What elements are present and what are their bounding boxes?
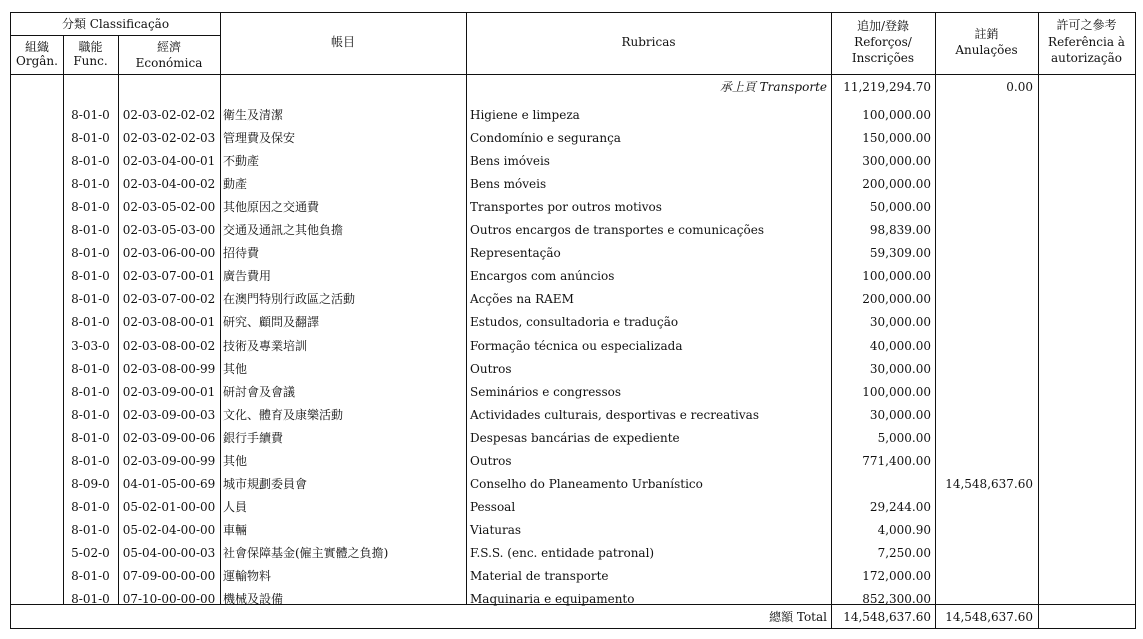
cell-rubrica-zh: 運輸物料 xyxy=(223,569,272,583)
table-row xyxy=(11,288,1135,311)
cell-func: 8-01-0 xyxy=(71,131,110,146)
cell-func: 8-01-0 xyxy=(71,430,110,445)
cell-econ: 02-03-07-00-01 xyxy=(122,269,216,284)
header-anulacoes-zh: 註銷 xyxy=(974,27,999,41)
table-row xyxy=(11,335,1135,358)
budget-table xyxy=(10,12,1136,629)
cell-func: 8-01-0 xyxy=(71,177,110,192)
cell-econ: 05-04-00-00-03 xyxy=(122,545,216,560)
cell-func: 8-01-0 xyxy=(71,499,110,514)
transport-anulacoes: 0.00 xyxy=(1006,80,1033,94)
header-func-zh: 職能 xyxy=(78,40,103,54)
header-econ-zh: 經濟 xyxy=(156,40,181,54)
cell-econ: 05-02-04-00-00 xyxy=(122,522,216,537)
header-bottom-rule xyxy=(11,74,1135,75)
cell-reforcos: 5,000.00 xyxy=(877,430,931,445)
table-row xyxy=(11,496,1135,519)
cell-rubrica-pt: Transportes por outros motivos xyxy=(470,200,662,215)
header-ref-pt2: autorização xyxy=(1050,51,1123,65)
table-row xyxy=(11,150,1135,173)
header-ref-pt1: Referência à xyxy=(1048,35,1125,49)
cell-rubrica-pt: Estudos, consultadoria e tradução xyxy=(470,315,679,330)
cell-reforcos: 7,250.00 xyxy=(877,545,931,560)
cell-func: 8-01-0 xyxy=(71,154,110,169)
cell-func: 8-01-0 xyxy=(71,592,110,607)
cell-rubrica-zh: 城市規劃委員會 xyxy=(223,476,308,491)
cell-func: 8-01-0 xyxy=(71,292,110,307)
cell-econ: 02-03-08-00-99 xyxy=(122,361,216,376)
header-rubrica-zh: 帳目 xyxy=(330,35,355,49)
table-row xyxy=(11,450,1135,473)
cell-econ: 02-03-09-00-03 xyxy=(122,407,216,422)
cell-func: 8-01-0 xyxy=(71,453,110,468)
table-row xyxy=(11,381,1135,404)
table-row xyxy=(11,519,1135,542)
cell-reforcos: 4,000.90 xyxy=(877,522,931,537)
cell-func: 3-03-0 xyxy=(71,338,110,353)
cell-rubrica-zh: 其他 xyxy=(223,361,248,376)
cell-reforcos: 100,000.00 xyxy=(862,384,931,399)
table-row xyxy=(11,127,1135,150)
cell-func: 8-01-0 xyxy=(71,223,110,238)
cell-rubrica-zh: 研討會及會議 xyxy=(223,384,296,399)
cell-rubrica-pt: Despesas bancárias de expediente xyxy=(470,430,680,445)
header-econ-pt: Económica xyxy=(135,56,203,70)
cell-rubrica-pt: Material de transporte xyxy=(470,569,609,583)
table-row xyxy=(11,104,1135,127)
cell-rubrica-pt: Seminários e congressos xyxy=(470,384,622,399)
cell-func: 8-01-0 xyxy=(71,269,110,284)
cell-rubrica-pt: Bens móveis xyxy=(470,177,547,192)
cell-rubrica-pt: Bens imóveis xyxy=(470,154,550,169)
cell-func: 8-01-0 xyxy=(71,522,110,537)
cell-rubrica-zh: 車輛 xyxy=(223,522,248,537)
table-row xyxy=(11,173,1135,196)
header-reforcos-zh: 追加/登錄 xyxy=(856,19,910,33)
cell-econ: 04-01-05-00-69 xyxy=(122,476,216,491)
cell-reforcos: 40,000.00 xyxy=(869,338,931,353)
cell-reforcos: 100,000.00 xyxy=(862,108,931,122)
table-row xyxy=(11,542,1135,565)
cell-econ: 07-09-00-00-00 xyxy=(122,569,216,583)
cell-reforcos: 30,000.00 xyxy=(869,361,931,376)
total-anulacoes: 14,548,637.60 xyxy=(945,610,1033,624)
cell-rubrica-zh: 管理費及保安 xyxy=(223,131,296,146)
cell-rubrica-pt: F.S.S. (enc. entidade patronal) xyxy=(470,545,655,560)
cell-reforcos: 200,000.00 xyxy=(862,292,931,307)
cell-func: 8-01-0 xyxy=(71,407,110,422)
cell-func: 8-01-0 xyxy=(71,361,110,376)
header-anulacoes-pt: Anulações xyxy=(955,43,1018,57)
header-rubrica-pt: Rubricas xyxy=(621,35,676,49)
cell-func: 8-01-0 xyxy=(71,246,110,261)
cell-rubrica-pt: Acções na RAEM xyxy=(470,292,574,307)
cell-econ: 02-03-02-02-03 xyxy=(122,131,216,146)
cell-econ: 02-03-09-00-01 xyxy=(122,384,216,399)
cell-rubrica-zh: 衛生及清潔 xyxy=(223,108,284,122)
table-row xyxy=(11,265,1135,288)
cell-rubrica-zh: 技術及專業培訓 xyxy=(223,338,308,353)
cell-econ: 02-03-08-00-02 xyxy=(122,338,216,353)
cell-reforcos: 30,000.00 xyxy=(869,407,931,422)
cell-rubrica-pt: Condomínio e segurança xyxy=(470,131,621,146)
cell-rubrica-pt: Viaturas xyxy=(470,522,522,537)
cell-rubrica-zh: 廣告費用 xyxy=(223,269,272,284)
cell-econ: 02-03-05-02-00 xyxy=(122,200,216,215)
total-label: 總額 Total xyxy=(769,610,827,624)
cell-rubrica-pt: Encargos com anúncios xyxy=(470,269,615,284)
cell-econ: 02-03-04-00-02 xyxy=(122,177,216,192)
transport-label: 承上頁 Transporte xyxy=(719,80,827,94)
cell-reforcos: 200,000.00 xyxy=(862,177,931,192)
cell-rubrica-zh: 銀行手續費 xyxy=(223,430,284,445)
cell-func: 8-01-0 xyxy=(71,315,110,330)
cell-reforcos: 852,300.00 xyxy=(862,592,931,607)
cell-rubrica-zh: 在澳門特別行政區之活動 xyxy=(223,292,356,307)
cell-econ: 02-03-04-00-01 xyxy=(122,154,216,169)
cell-func: 8-01-0 xyxy=(71,569,110,583)
cell-rubrica-zh: 交通及通訊之其他負擔 xyxy=(223,223,344,238)
cell-rubrica-zh: 研究、顧問及翻譯 xyxy=(223,315,320,330)
cell-rubrica-pt: Outros xyxy=(470,361,512,376)
cell-rubrica-pt: Representação xyxy=(470,246,561,261)
total-reforcos: 14,548,637.60 xyxy=(843,610,931,624)
cell-econ: 02-03-08-00-01 xyxy=(122,315,216,330)
header-organ-zh: 組織 xyxy=(24,40,49,54)
cell-rubrica-pt: Pessoal xyxy=(470,499,516,514)
table-row xyxy=(11,588,1135,611)
cell-func: 8-01-0 xyxy=(71,384,110,399)
table-row xyxy=(11,242,1135,265)
cell-econ: 02-03-09-00-06 xyxy=(122,430,216,445)
cell-rubrica-zh: 其他 xyxy=(223,453,248,468)
cell-rubrica-pt: Outros xyxy=(470,453,512,468)
cell-econ: 05-02-01-00-00 xyxy=(122,499,216,514)
cell-reforcos: 100,000.00 xyxy=(862,269,931,284)
cell-econ: 02-03-09-00-99 xyxy=(122,453,216,468)
cell-anulacoes: 14,548,637.60 xyxy=(945,476,1033,491)
header-reforcos-pt1: Reforços/ xyxy=(854,35,912,49)
table-row xyxy=(11,473,1135,496)
cell-rubrica-zh: 不動產 xyxy=(223,154,260,169)
cell-rubrica-zh: 招待費 xyxy=(223,246,260,261)
cell-reforcos: 59,309.00 xyxy=(869,246,931,261)
cell-reforcos: 771,400.00 xyxy=(862,453,931,468)
cell-rubrica-zh: 文化、體育及康樂活動 xyxy=(223,407,344,422)
cell-reforcos: 50,000.00 xyxy=(869,200,931,215)
table-row xyxy=(11,427,1135,450)
cell-rubrica-zh: 人員 xyxy=(223,499,248,514)
cell-reforcos: 30,000.00 xyxy=(869,315,931,330)
cell-func: 8-01-0 xyxy=(71,200,110,215)
cell-func: 5-02-0 xyxy=(71,545,110,560)
header-func-pt: Func. xyxy=(73,54,108,68)
cell-rubrica-pt: Actividades culturais, desportivas e recreativas xyxy=(470,407,759,422)
cell-reforcos: 300,000.00 xyxy=(862,154,931,169)
cell-rubrica-zh: 其他原因之交通費 xyxy=(223,200,320,215)
cell-econ: 02-03-05-03-00 xyxy=(122,223,216,238)
cell-func: 8-09-0 xyxy=(71,476,110,491)
cell-rubrica-zh: 機械及設備 xyxy=(223,592,284,607)
header-classificacao: 分類 Classificação xyxy=(61,17,170,31)
table-row xyxy=(11,311,1135,334)
cell-reforcos: 98,839.00 xyxy=(869,223,931,238)
header-organ-pt: Orgân. xyxy=(16,54,58,68)
cell-rubrica-pt: Formação técnica ou especializada xyxy=(470,338,683,353)
cell-rubrica-zh: 社會保障基金(僱主實體之負擔) xyxy=(223,545,389,560)
cell-econ: 02-03-02-02-02 xyxy=(122,108,216,122)
cell-rubrica-pt: Higiene e limpeza xyxy=(470,108,580,122)
header-ref-zh: 許可之參考 xyxy=(1056,18,1117,32)
table-row xyxy=(11,565,1135,588)
header-reforcos-pt2: Inscrições xyxy=(851,51,915,65)
table-row xyxy=(11,404,1135,427)
cell-reforcos: 150,000.00 xyxy=(862,131,931,146)
table-row xyxy=(11,219,1135,242)
cell-rubrica-zh: 動產 xyxy=(223,177,248,192)
cell-econ: 02-03-07-00-02 xyxy=(122,292,216,307)
cell-econ: 07-10-00-00-00 xyxy=(122,592,216,607)
header-subrule xyxy=(11,35,220,36)
cell-rubrica-pt: Outros encargos de transportes e comunicações xyxy=(470,223,764,238)
cell-rubrica-pt: Conselho do Planeamento Urbanístico xyxy=(470,476,703,491)
cell-func: 8-01-0 xyxy=(71,108,110,122)
table-row xyxy=(11,196,1135,219)
table-row xyxy=(11,358,1135,381)
cell-reforcos: 29,244.00 xyxy=(869,499,931,514)
cell-reforcos: 172,000.00 xyxy=(862,569,931,583)
cell-rubrica-pt: Maquinaria e equipamento xyxy=(470,592,635,607)
transport-reforcos: 11,219,294.70 xyxy=(843,80,931,94)
cell-econ: 02-03-06-00-00 xyxy=(122,246,216,261)
